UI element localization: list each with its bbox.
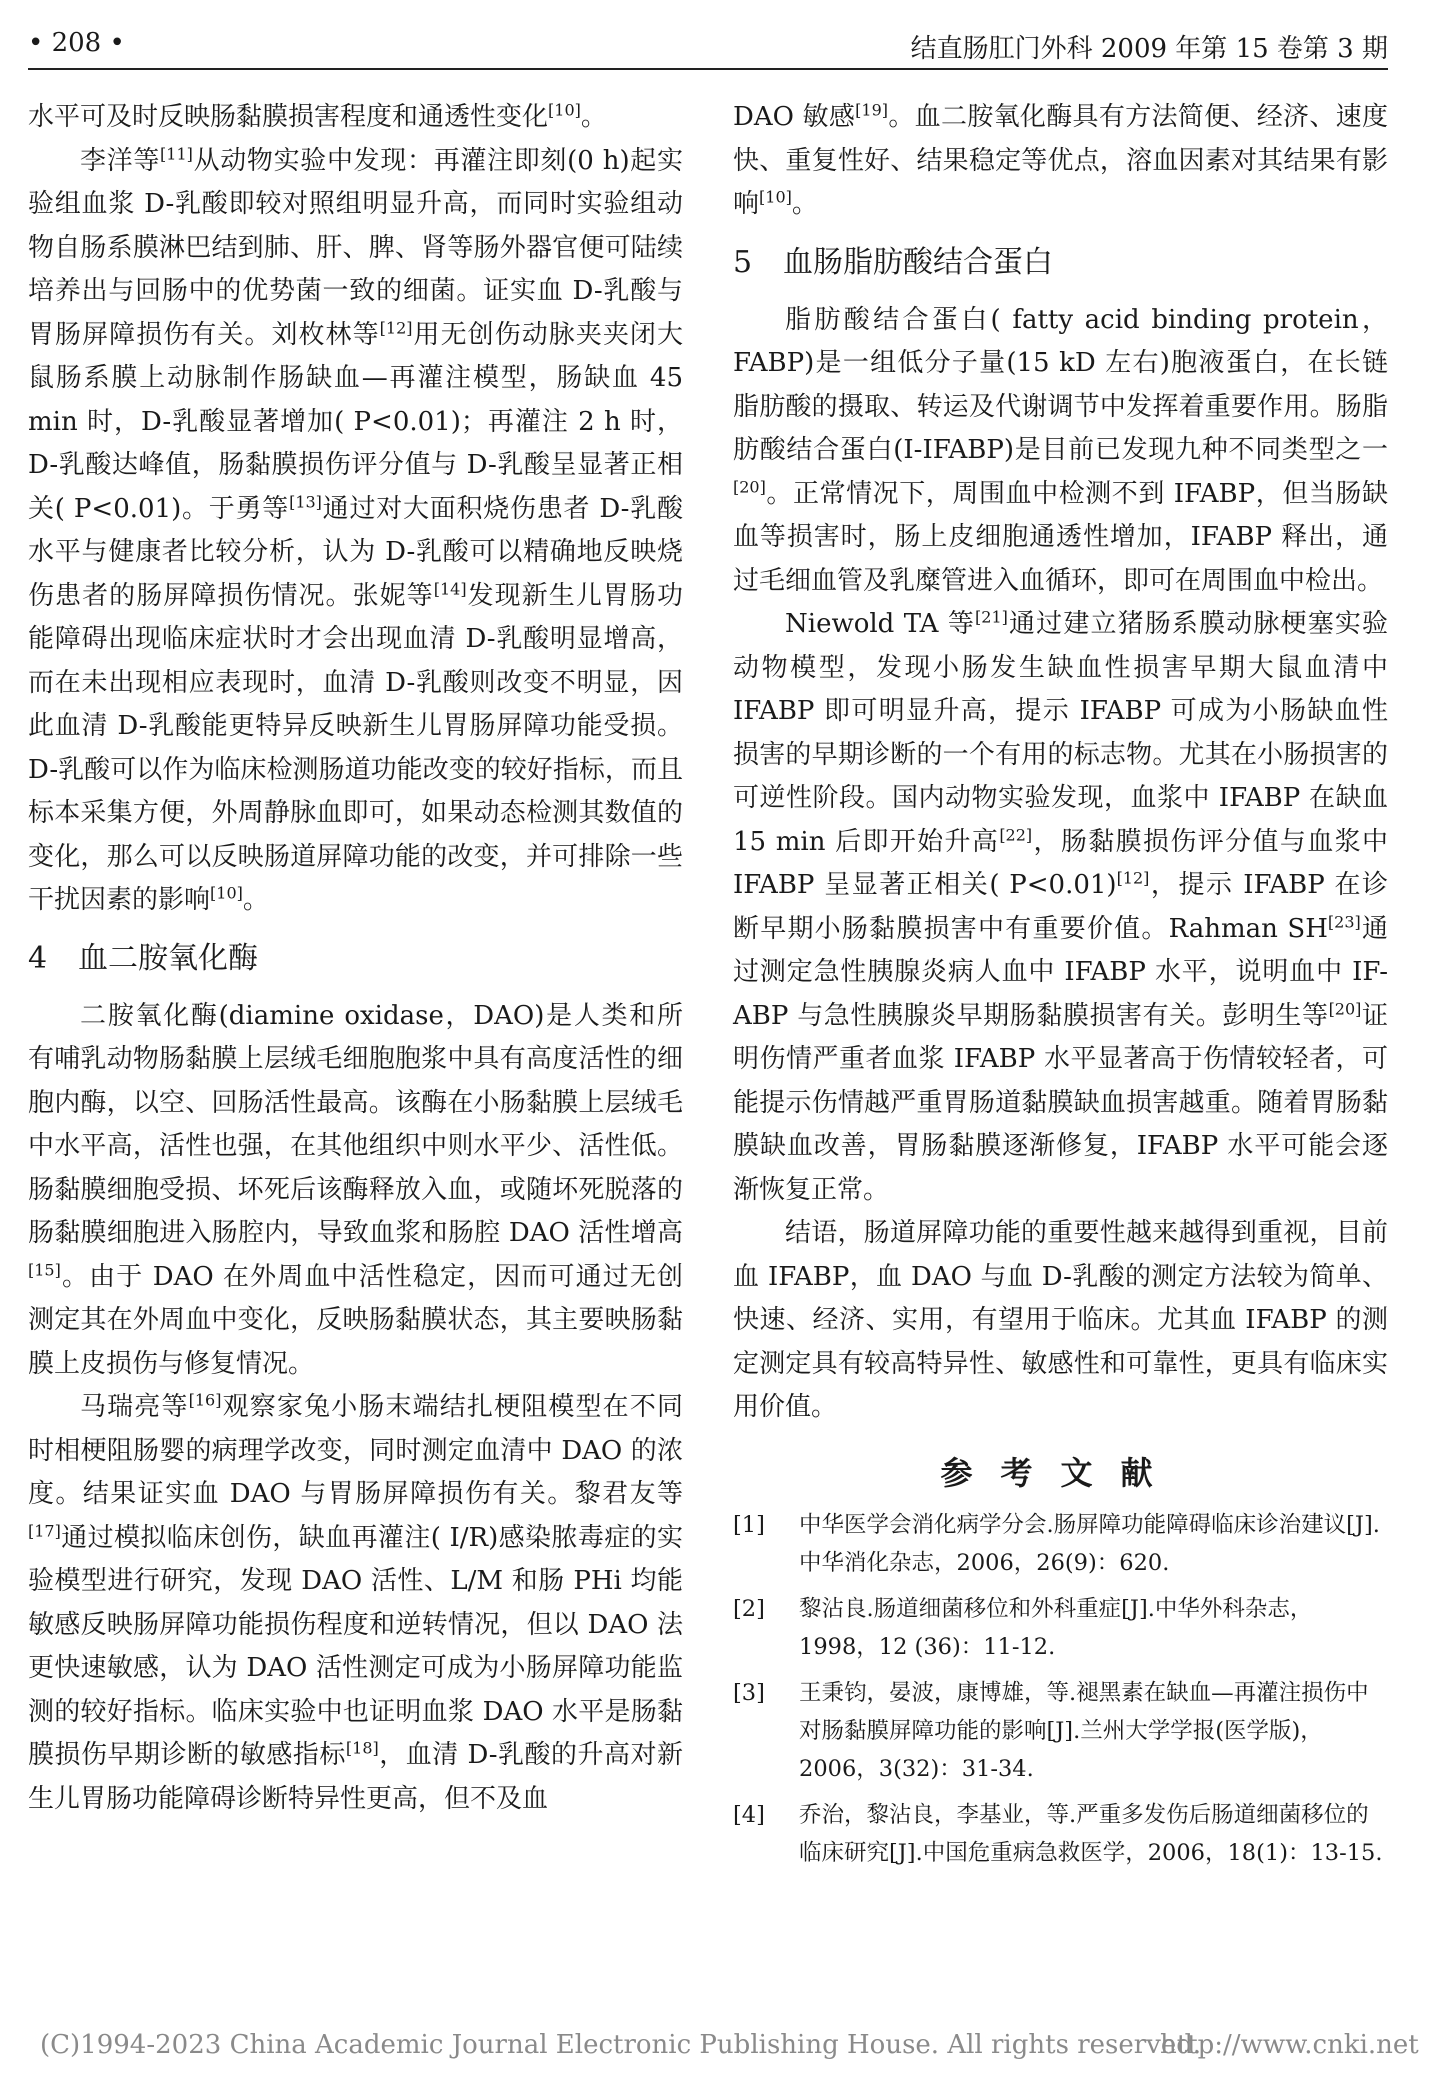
reference-number: [1]	[733, 1511, 765, 1538]
paragraph: 脂肪酸结合蛋白( fatty acid binding protein，FABP)是一组低分子量(15 kD 左右)胞液蛋白，在长链脂肪酸的摄取、转运及代谢调节中发挥着重要作用。肠脂肪酸结合蛋白(I-IFABP)是目前已发现九种不同类型之一[20]。正常情况下，周围血中检测不到 IFABP，但当肠缺血等损害时，肠上皮细胞通透性增加，IFABP 释出，通过毛细血管及乳糜管进入血循环，即可在周围血中检出。	[733, 304, 1388, 596]
citation[interactable]: [20]	[1328, 998, 1362, 1018]
citation[interactable]: [14]	[433, 578, 467, 598]
section-title: 血肠脂肪酸结合蛋白	[783, 244, 1053, 280]
reference-number: [4]	[733, 1801, 765, 1828]
section-heading	[733, 241, 1388, 285]
citation[interactable]: [12]	[1116, 868, 1150, 888]
right-column	[733, 96, 1388, 1880]
reference-item	[733, 1796, 1388, 1872]
paragraph: DAO 敏感[19]。血二胺氧化酶具有方法简便、经济、速度快、重复性好、结果稳定等优点，溶血因素对其结果有影响[10]。	[733, 100, 1388, 219]
journal-title: 结直肠肛门外科 2009 年第 15 卷第 3 期	[910, 34, 1388, 64]
reference-item	[733, 1506, 1388, 1582]
reference-text: 乔治，黎沾良，李基业，等.严重多发伤后肠道细菌移位的临床研究[J].中国危重病急救医学，2006，18(1)：13-15.	[799, 1801, 1383, 1866]
citation[interactable]: [22]	[999, 824, 1033, 844]
citation[interactable]: [17]	[28, 1520, 61, 1540]
reference-item	[733, 1590, 1388, 1666]
citation[interactable]: [10]	[210, 883, 243, 903]
citation[interactable]: [19]	[855, 100, 888, 120]
section-title: 血二胺氧化酶	[78, 940, 258, 976]
paragraph: 结语，肠道屏障功能的重要性越来越得到重视，目前血 IFABP，血 DAO 与血 D-乳酸的测定方法较为简单、快速、经济、实用，有望用于临床。尤其血 IFABP 的测定测定具有较高特异性、敏感性和可靠性，更具有临床实用价值。	[733, 1218, 1388, 1422]
page-header	[28, 18, 1388, 70]
reference-number: [3]	[733, 1679, 765, 1706]
section-number: 5	[733, 244, 753, 280]
section-heading	[28, 937, 683, 981]
left-column	[28, 96, 683, 1821]
section-number: 4	[28, 940, 48, 976]
cnki-url-link[interactable]: http://www.cnki.net	[1160, 2030, 1419, 2060]
page-number: • 208 •	[28, 28, 125, 58]
citation[interactable]: [23]	[1327, 911, 1361, 931]
paragraph: 二胺氧化酶(diamine oxidase，DAO)是人类和所有哺乳动物肠黏膜上层绒毛细胞胞浆中具有高度活性的细胞内酶，以空、回肠活性最高。该酶在小肠黏膜上层绒毛中水平高，活性也强，在其他组织中则水平少、活性低。肠黏膜细胞受损、坏死后该酶释放入血，或随坏死脱落的肠黏膜细胞进入肠腔内，导致血浆和肠腔 DAO 活性增高[15]。由于 DAO 在外周血中活性稳定，因而可通过无创测定其在外周血中变化，反映肠黏膜状态，其主要映肠黏膜上皮损伤与修复情况。	[28, 1000, 683, 1379]
copyright-watermark	[40, 2030, 1419, 2060]
reference-number: [2]	[733, 1595, 765, 1622]
reference-text: 黎沾良.肠道细菌移位和外科重症[J].中华外科杂志，1998，12 (36)：11-12.	[799, 1595, 1313, 1660]
citation[interactable]: [12]	[379, 317, 413, 337]
citation[interactable]: [21]	[975, 607, 1008, 627]
paragraph: 水平可及时反映肠黏膜损害程度和通透性变化[10]。	[28, 100, 607, 132]
citation[interactable]: [13]	[289, 491, 322, 511]
references-heading: 参考文献	[940, 1453, 1181, 1492]
copyright-text: (C)1994-2023 China Academic Journal Electronic Publishing House. All rights reserved.	[40, 2030, 1202, 2060]
citation[interactable]: [18]	[345, 1738, 379, 1758]
citation[interactable]: [10]	[548, 100, 581, 120]
citation[interactable]: [10]	[759, 187, 792, 207]
paragraph: Niewold TA 等[21]通过建立猪肠系膜动脉梗塞实验动物模型，发现小肠发生缺血性损害早期大鼠血清中 IFABP 即可明显升高，提示 IFABP 可成为小肠缺血性损害的早期诊断的一个有用的标志物。尤其在小肠损害的可逆性阶段。国内动物实验发现，血浆中 IFABP 在缺血 15 min 后即开始升高[22]，肠黏膜损伤评分值与血浆中 IFABP 呈显著正相关( P<0.01)[12]，提示 IFABP 在诊断早期小肠黏膜损害中有重要价值。Rahman SH[23]通过测定急性胰腺炎病人血中 IFABP 水平，说明血中 IF-ABP 与急性胰腺炎早期肠黏膜损害有关。彭明生等[20]证明伤情严重者血浆 IFABP 水平显著高于伤情较轻者，可能提示伤情越严重胃肠道黏膜缺血损害越重。随着胃肠黏膜缺血改善，胃肠黏膜逐渐修复，IFABP 水平可能会逐渐恢复正常。	[733, 607, 1388, 1205]
citation[interactable]: [20]	[733, 476, 766, 496]
reference-item	[733, 1674, 1388, 1788]
citation[interactable]: [16]	[188, 1390, 222, 1410]
paragraph: 马瑞亮等[16]观察家兔小肠末端结扎梗阻模型在不同时相梗阻肠婴的病理学改变，同时测定血清中 DAO 的浓度。结果证实血 DAO 与胃肠屏障损伤有关。黎君友等[17]通过模拟临床创伤，缺血再灌注( I/R)感染脓毒症的实验模型进行研究，发现 DAO 活性、L/M 和肠 PHi 均能敏感反映肠屏障功能损伤程度和逆转情况，但以 DAO 法更快速敏感，认为 DAO 活性测定可成为小肠屏障功能监测的较好指标。临床实验中也证明血浆 DAO 水平是肠黏膜损伤早期诊断的敏感指标[18]，血清 D-乳酸的升高对新生儿胃肠功能障碍诊断特异性更高，但不及血	[28, 1390, 683, 1814]
paragraph: 李洋等[11]从动物实验中发现：再灌注即刻(0 h)起实验组血浆 D-乳酸即较对照组明显升高，而同时实验组动物自肠系膜淋巴结到肺、肝、脾、肾等肠外器官便可陆续培养出与回肠中的优势菌一致的细菌。证实血 D-乳酸与胃肠屏障损伤有关。刘枚林等[12]用无创伤动脉夹夹闭大鼠肠系膜上动脉制作肠缺血—再灌注模型，肠缺血 45 min 时，D-乳酸显著增加( P<0.01)；再灌注 2 h 时，D-乳酸达峰值，肠黏膜损伤评分值与 D-乳酸呈显著正相关( P<0.01)。于勇等[13]通过对大面积烧伤患者 D-乳酸水平与健康者比较分析，认为 D-乳酸可以精确地反映烧伤患者的肠屏障损伤情况。张妮等[14]发现新生儿胃肠功能障碍出现临床症状时才会出现血清 D-乳酸明显增高，而在未出现相应表现时，血清 D-乳酸则改变不明显，因此血清 D-乳酸能更特异反映新生儿胃肠屏障功能受损。D-乳酸可以作为临床检测肠道功能改变的较好指标，而且标本采集方便，外周静脉血即可，如果动态检测其数值的变化，那么可以反映肠道屏障功能的改变，并可排除一些干扰因素的影响[10]。	[28, 143, 683, 915]
citation[interactable]: [11]	[160, 143, 193, 163]
reference-text: 王秉钧，晏波，康博雄，等.褪黑素在缺血—再灌注损伤中对肠黏膜屏障功能的影响[J].兰州大学学报(医学版)，2006，3(32)：31-34.	[799, 1679, 1369, 1782]
reference-text: 中华医学会消化病学分会.肠屏障功能障碍临床诊治建议[J].中华消化杂志，2006，26(9)：620.	[799, 1511, 1380, 1576]
citation[interactable]: [15]	[28, 1259, 61, 1279]
